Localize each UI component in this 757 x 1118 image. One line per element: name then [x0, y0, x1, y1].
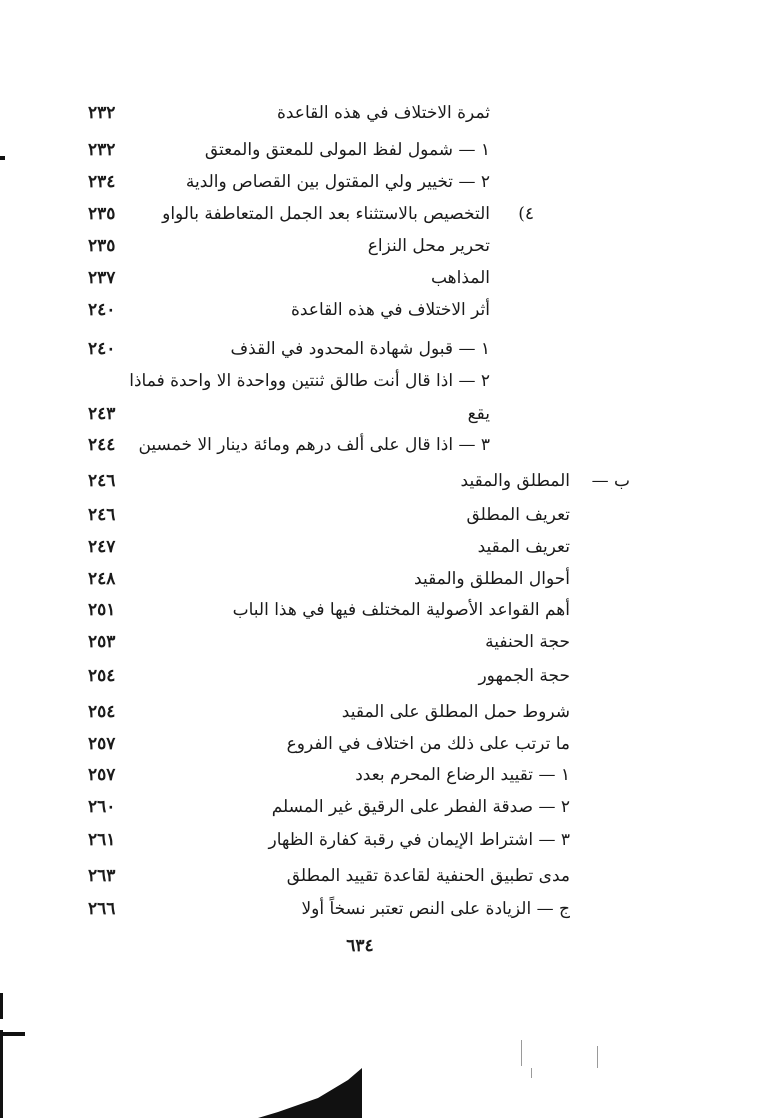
page-ref: ٢٦٣	[88, 866, 116, 886]
toc-row	[80, 759, 570, 791]
scan-edge-mark	[0, 1030, 3, 1118]
entry-text: المطلق والمقيد	[460, 471, 570, 491]
page-ref: ٢٦٠	[88, 797, 116, 817]
scan-faint-line	[597, 1046, 598, 1068]
toc-row	[80, 333, 570, 365]
page-ref: ٢٥٧	[88, 765, 116, 785]
toc-row	[80, 134, 570, 166]
entry-text: ٣ — اذا قال على ألف درهم ومائة دينار الا خمسين	[138, 435, 490, 455]
toc-row	[80, 860, 570, 892]
page-ref: ٢٥٣	[88, 632, 116, 652]
page-ref: ٢٦٦	[88, 899, 116, 919]
entry-text: أحوال المطلق والمقيد	[414, 569, 570, 589]
scan-edge-mark	[3, 1032, 25, 1036]
entry-text: شروط حمل المطلق على المقيد	[341, 702, 570, 722]
toc-row	[80, 262, 570, 294]
page-ref: ٢٣٢	[88, 103, 116, 123]
entry-text: ٢ — صدقة الفطر على الرقيق غير المسلم	[271, 797, 570, 817]
entry-text: ١ — شمول لفظ المولى للمعتق والمعتق	[204, 140, 490, 160]
page-ref: ٢٤٤	[88, 435, 116, 455]
toc-row	[80, 696, 570, 728]
page-ref: ٢٥٤	[88, 702, 116, 722]
page-ref: ٢٣٧	[88, 268, 116, 288]
toc-row	[80, 728, 570, 760]
entry-text: ثمرة الاختلاف في هذه القاعدة	[276, 103, 490, 123]
entry-text: ٣ — اشتراط الإيمان في رقبة كفارة الظهار	[268, 830, 570, 850]
entry-text: حجة الحنفية	[485, 632, 570, 652]
entry-text: حجة الجمهور	[478, 666, 570, 686]
toc-row	[80, 531, 570, 563]
page-ref: ٢٤٨	[88, 569, 116, 589]
page-ref: ٢٤٦	[88, 505, 116, 525]
toc-row	[80, 791, 570, 823]
entry-text: ٢ — تخيير ولي المقتول بين القصاص والدية	[185, 172, 490, 192]
entry-text: مدى تطبيق الحنفية لقاعدة تقييد المطلق	[286, 866, 570, 886]
entry-text: التخصيص بالاستثناء بعد الجمل المتعاطفة بالواو	[162, 204, 490, 224]
page-ref: ٢٤٠	[88, 339, 116, 359]
entry-text: ج — الزيادة على النص تعتبر نسخاً أولا	[301, 899, 570, 919]
toc-row	[80, 230, 570, 262]
scan-shadow-wedge	[258, 1068, 362, 1118]
entry-text: تعريف المطلق	[466, 505, 570, 525]
toc-row	[80, 660, 570, 692]
entry-text: المذاهب	[430, 268, 490, 288]
scan-faint-line	[521, 1040, 522, 1066]
toc-row	[80, 893, 570, 925]
entry-text: تحرير محل النزاع	[367, 236, 490, 256]
toc-row	[80, 465, 630, 497]
toc-row	[80, 97, 570, 129]
scan-faint-line	[531, 1068, 532, 1078]
scan-edge-mark	[0, 993, 3, 1019]
page-ref: ٢٣٥	[88, 204, 116, 224]
page-ref: ٢٤٣	[88, 404, 116, 424]
page-ref: ٢٦١	[88, 830, 116, 850]
entry-text: أثر الاختلاف في هذه القاعدة	[290, 300, 490, 320]
entry-text: تعريف المقيد	[477, 537, 570, 557]
page-ref: ٢٤٧	[88, 537, 116, 557]
page-ref: ٢٤٦	[88, 471, 116, 491]
page-ref: ٢٥٤	[88, 666, 116, 686]
item-marker: ب —	[591, 471, 630, 491]
entry-text: ١ — قبول شهادة المحدود في القذف	[230, 339, 490, 359]
toc-row	[80, 365, 570, 397]
entry-text: ١ — تقييد الرضاع المحرم بعدد	[355, 765, 570, 785]
page-ref: ٢٥١	[88, 600, 116, 620]
toc-row	[80, 198, 570, 230]
toc-row	[80, 824, 570, 856]
item-marker: ٤)	[518, 204, 534, 224]
page-ref: ٢٣٢	[88, 140, 116, 160]
page-number: ٦٣٤	[346, 936, 374, 956]
page-ref: ٢٣٤	[88, 172, 116, 192]
toc-row	[80, 398, 570, 430]
entry-text: ما ترتب على ذلك من اختلاف في الفروع	[286, 734, 570, 754]
entry-text: يقع	[467, 404, 490, 424]
toc-row	[80, 594, 570, 626]
toc-row	[80, 429, 570, 461]
page-ref: ٢٥٧	[88, 734, 116, 754]
entry-text: أهم القواعد الأصولية المختلف فيها في هذا الباب	[232, 600, 570, 620]
page-ref: ٢٤٠	[88, 300, 116, 320]
toc-row	[80, 499, 570, 531]
entry-text: ٢ — اذا قال أنت طالق ثنتين وواحدة الا واحدة فماذا	[129, 371, 490, 391]
toc-row	[80, 563, 570, 595]
toc-row	[80, 294, 570, 326]
toc-row	[80, 626, 570, 658]
scan-speck	[0, 156, 5, 160]
toc-row	[80, 166, 570, 198]
page-ref: ٢٣٥	[88, 236, 116, 256]
